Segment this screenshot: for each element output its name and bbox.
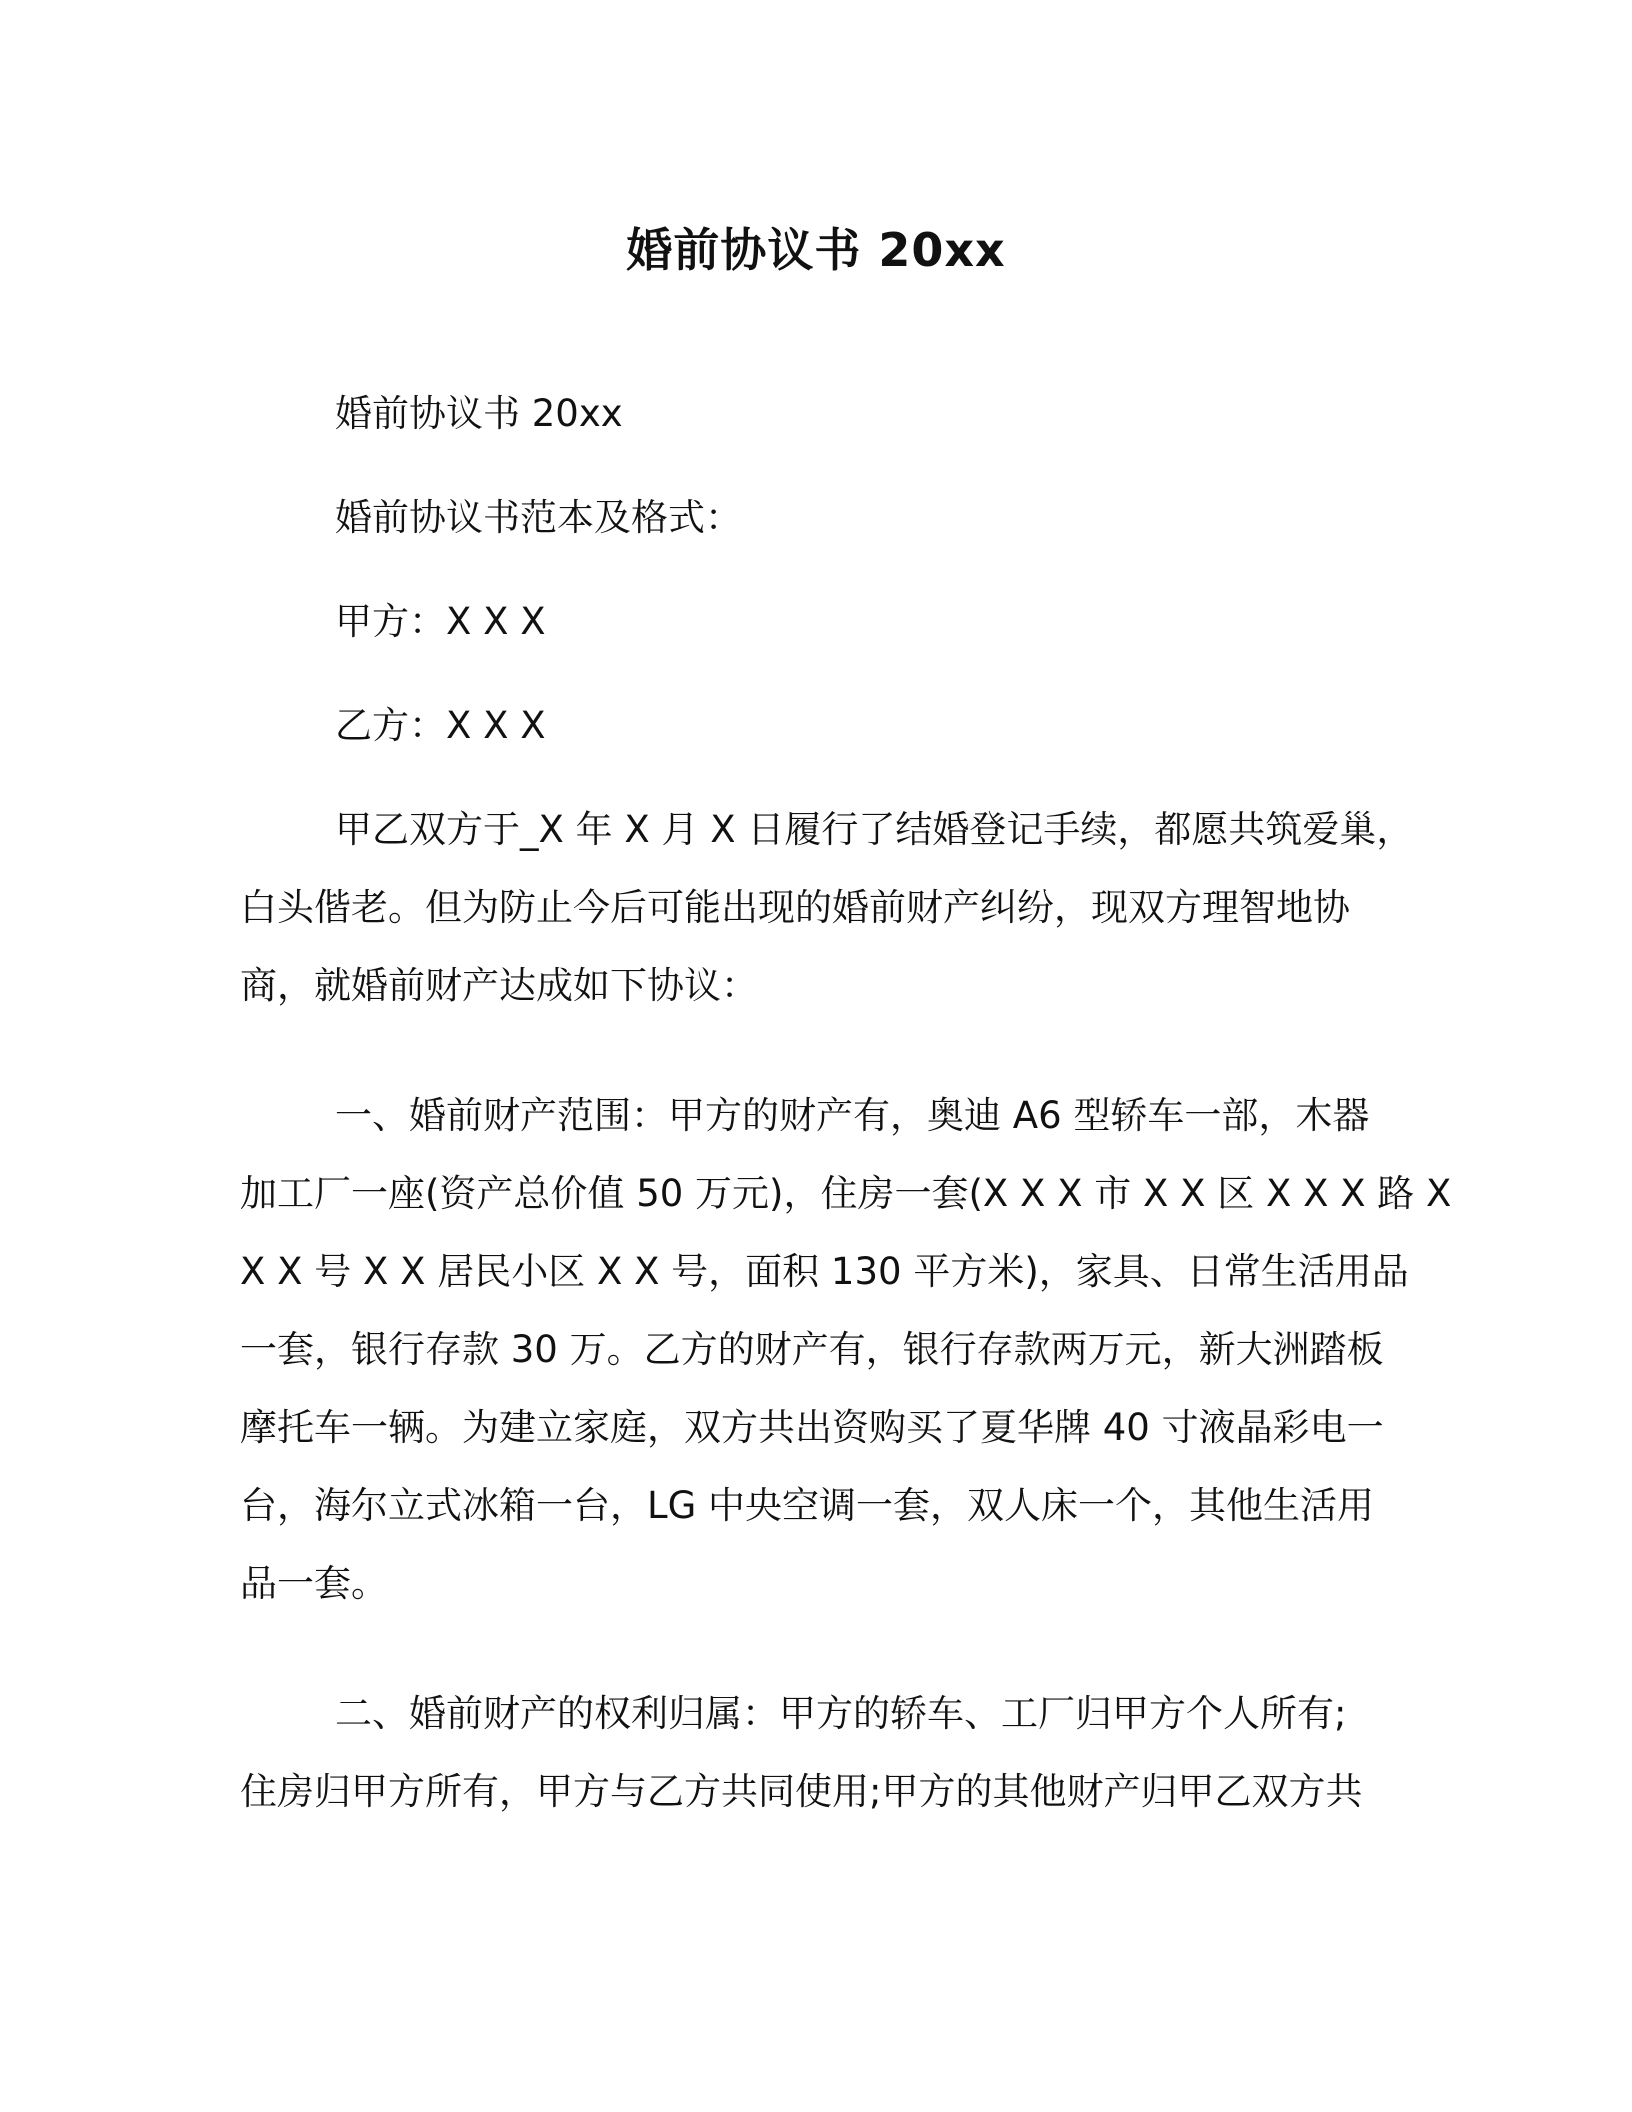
paragraph-line: 住房归甲方所有，甲方与乙方共同使用;甲方的其他财产归甲乙双方共 [240, 1770, 1363, 1813]
document-body [240, 388, 1452, 1818]
paragraph-line: 一套，银行存款 30 万。乙方的财产有，银行存款两万元，新大洲踏板 [240, 1328, 1384, 1371]
party-b-line: 乙方：X X X [335, 704, 546, 747]
paragraph-line: 甲乙双方于_X 年 X 月 X 日履行了结婚登记手续，都愿共筑爱巢， [335, 808, 1414, 851]
paragraph-property-rights [240, 1688, 1390, 1818]
paragraph-line: 白头偕老。但为防止今后可能出现的婚前财产纠纷，现双方理智地协 [240, 886, 1350, 929]
paragraph-line: 二、婚前财产的权利归属：甲方的轿车、工厂归甲方个人所有; [335, 1692, 1347, 1735]
paragraph-line: 一、婚前财产范围：甲方的财产有，奥迪 A6 型轿车一部，木器 [335, 1094, 1370, 1137]
paragraph-line: 加工厂一座(资产总价值 50 万元)，住房一套(X X X 市 X X 区 X X X 路 X [240, 1172, 1452, 1215]
paragraph-property-scope [240, 1090, 1452, 1610]
paragraph-line: 摩托车一辆。为建立家庭，双方共出资购买了夏华牌 40 寸液晶彩电一 [240, 1406, 1384, 1449]
document-title: 婚前协议书 20xx [626, 223, 1006, 277]
paragraph-line: 品一套。 [240, 1562, 388, 1605]
paragraph-line: 商，就婚前财产达成如下协议： [240, 964, 758, 1007]
paragraph-line: X X 号 X X 居民小区 X X 号，面积 130 平方米)，家具、日常生活用品 [240, 1250, 1409, 1293]
paragraph-line: 台，海尔立式冰箱一台，LG 中央空调一套，双人床一个，其他生活用 [240, 1484, 1375, 1527]
template-heading: 婚前协议书范本及格式： [335, 496, 742, 539]
party-a-line: 甲方：X X X [335, 600, 546, 643]
paragraph-intro [240, 804, 1414, 1012]
heading-line: 婚前协议书 20xx [335, 392, 623, 435]
